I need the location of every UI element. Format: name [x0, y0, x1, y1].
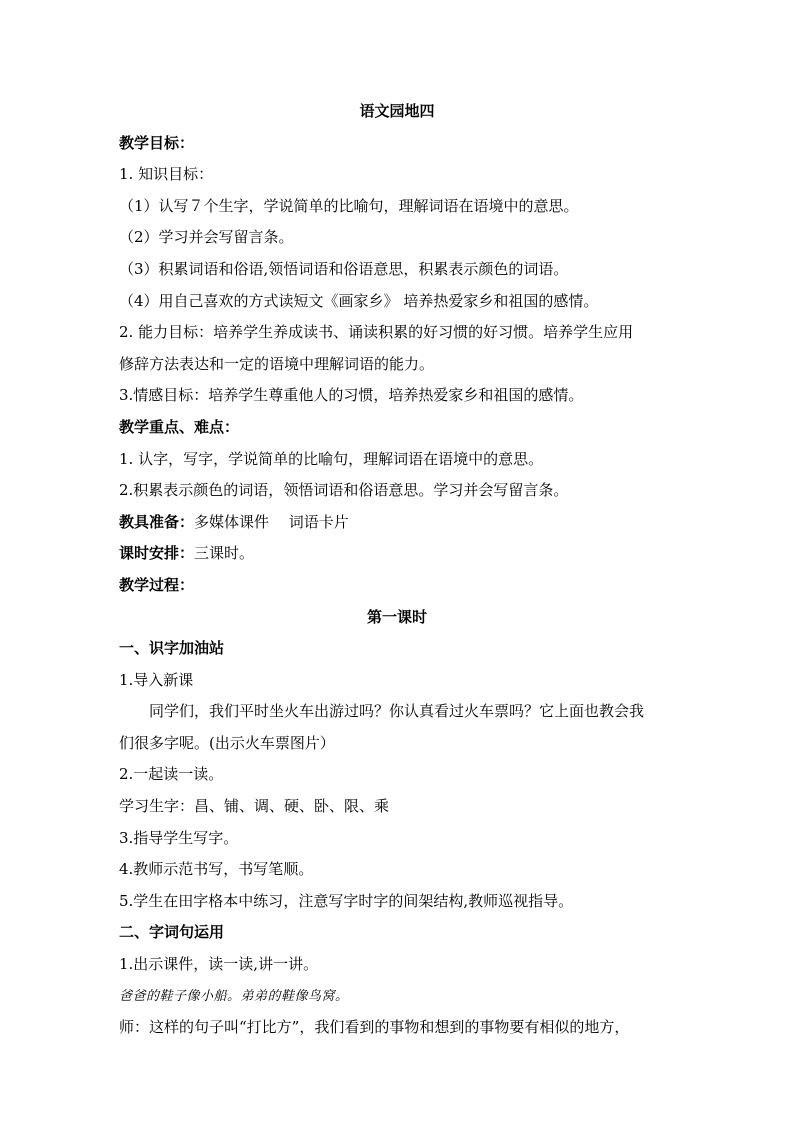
- key-point-1: 1. 认字，写字，学说简单的比喻句，理解词语在语境中的意思。: [119, 449, 544, 468]
- section1-intro: 1.导入新课: [119, 670, 194, 689]
- process-heading: 教学过程：: [119, 575, 195, 594]
- knowledge-item-2: （2）学习并会写留言条。: [119, 228, 294, 247]
- section1-intro-text-line2: 们很多字呢。(出示火车票图片）: [119, 733, 335, 752]
- objectives-heading: 教学目标：: [119, 133, 195, 152]
- document-content: [119, 96, 675, 1044]
- schedule-line: [119, 538, 675, 570]
- knowledge-item-3: （3）积累词语和俗语,领悟词语和俗语意思，积累表示颜色的词语。: [119, 259, 569, 278]
- ability-goal-line2: 修辞方法表达和一定的语境中理解词语的能力。: [119, 354, 435, 373]
- section1-chars: 学习生字：昌、铺、调、硬、卧、限、乘: [119, 797, 390, 816]
- section1-practice: 5.学生在田字格本中练习，注意写字时字的间架结构,教师巡视指导。: [119, 891, 574, 910]
- knowledge-title: 1. 知识目标：: [119, 165, 214, 184]
- schedule-value: 三课时。: [194, 544, 255, 563]
- schedule-label: 课时安排：: [119, 544, 195, 563]
- section1-read: 2.一起读一读。: [119, 765, 224, 784]
- emotion-goal: 3.情感目标：培养学生尊重他人的习惯，培养热爱家乡和祖国的感情。: [119, 386, 584, 405]
- section2-teacher: 师：这样的句子叫“打比方”，我们看到的事物和想到的事物要有相似的地方，: [119, 1018, 630, 1037]
- section2-heading: 二、字词句运用: [119, 923, 225, 942]
- document-title: 语文园地四: [359, 102, 435, 120]
- knowledge-item-1: （1）认写７个生字，学说简单的比喻句，理解词语在语境中的意思。: [119, 196, 579, 215]
- section1-heading: 一、识字加油站: [119, 639, 225, 658]
- key-point-2: 2.积累表示颜色的词语，领悟词语和俗语意思。学习并会写留言条。: [119, 481, 569, 500]
- section1-demo: 4.教师示范书写，书写笔顺。: [119, 860, 314, 879]
- tools-value: 多媒体课件 词语卡片: [194, 512, 349, 531]
- lesson-title: 第一课时: [366, 607, 427, 626]
- section1-guide: 3.指导学生写字。: [119, 828, 239, 847]
- ability-goal-line1: 2. 能力目标：培养学生养成读书、诵读积累的好习惯的好习惯。培养学生应用: [119, 323, 634, 342]
- knowledge-item-4: （4）用自己喜欢的方式读短文《画家乡》 培养热爱家乡和祖国的感情。: [119, 291, 599, 310]
- tools-label: 教具准备：: [119, 512, 195, 531]
- key-points-heading: 教学重点、难点：: [119, 417, 240, 436]
- section1-intro-text-line1: 同学们，我们平时坐火车出游过吗？你认真看过火车票吗？它上面也教会我: [149, 702, 645, 721]
- section2-show: 1.出示课件，读一读,讲一讲。: [119, 955, 319, 974]
- tools-line: [119, 507, 675, 539]
- section2-example: 爸爸的鞋子像小船。弟弟的鞋像鸟窝。: [119, 988, 349, 1004]
